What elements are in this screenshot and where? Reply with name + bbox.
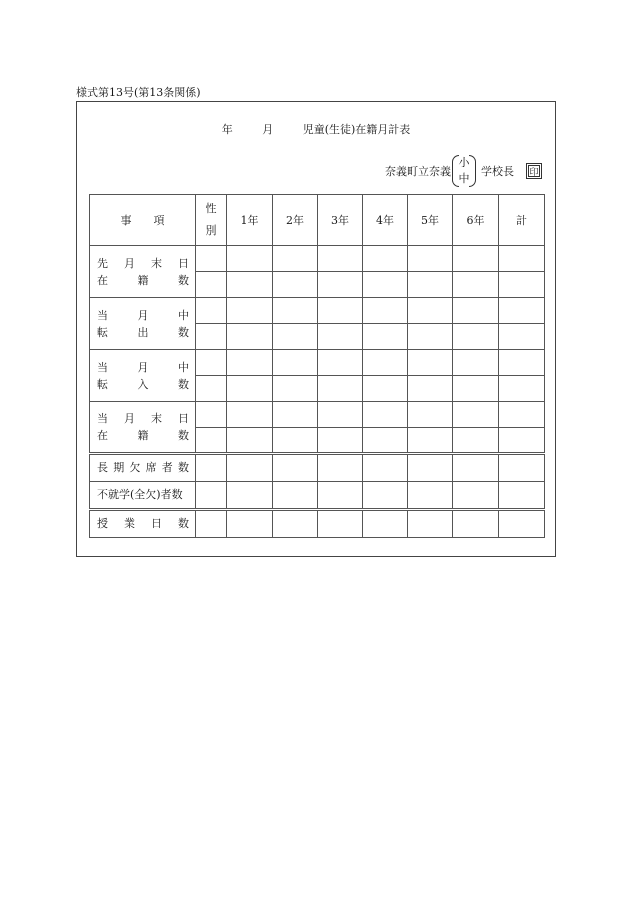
entry-cell[interactable] <box>318 298 363 324</box>
entry-cell[interactable] <box>499 454 545 482</box>
label-char: 数 <box>178 273 189 287</box>
header-sex <box>196 195 227 246</box>
document-title <box>77 121 555 137</box>
entry-cell[interactable] <box>196 510 227 538</box>
entry-cell[interactable] <box>408 350 453 376</box>
row-label <box>90 246 196 298</box>
label-char: 末 <box>151 412 162 425</box>
entry-cell[interactable] <box>363 402 408 428</box>
row-label <box>90 454 196 482</box>
entry-cell[interactable] <box>227 272 273 298</box>
entry-cell[interactable] <box>499 402 545 428</box>
row-label <box>90 510 196 538</box>
label-char: 当 <box>97 360 108 374</box>
entry-cell[interactable] <box>453 482 499 510</box>
label-char: 入 <box>137 377 149 391</box>
entry-cell[interactable] <box>499 272 545 298</box>
entry-cell[interactable] <box>227 298 273 324</box>
entry-cell[interactable] <box>273 246 318 272</box>
entry-cell[interactable] <box>453 246 499 272</box>
label-char: 日 <box>178 256 189 270</box>
label-char: 日 <box>151 517 162 530</box>
entry-cell[interactable] <box>499 298 545 324</box>
entry-cell[interactable] <box>408 428 453 454</box>
entry-cell[interactable] <box>363 428 408 454</box>
row-label-line-1 <box>90 359 195 376</box>
row-label <box>90 402 196 454</box>
table-row <box>90 402 545 428</box>
entry-cell[interactable] <box>273 454 318 482</box>
entry-cell[interactable] <box>363 298 408 324</box>
entry-cell[interactable] <box>408 376 453 402</box>
entry-cell[interactable] <box>499 510 545 538</box>
entry-cell[interactable] <box>227 428 273 454</box>
entry-cell[interactable] <box>499 428 545 454</box>
entry-cell[interactable] <box>363 246 408 272</box>
row-label-text <box>90 482 195 508</box>
label-char: 者 <box>161 461 173 474</box>
row-label-line-2 <box>90 272 195 289</box>
form-frame <box>76 101 556 557</box>
entry-cell[interactable] <box>196 428 227 454</box>
entry-cell[interactable] <box>363 376 408 402</box>
entry-cell[interactable] <box>196 482 227 510</box>
label-char: 中 <box>178 360 189 374</box>
principal-title: 学校長 <box>481 165 514 178</box>
entry-cell[interactable] <box>453 454 499 482</box>
header-sex-bottom: 別 <box>205 224 217 237</box>
entry-cell[interactable] <box>408 246 453 272</box>
row-label-line-1 <box>90 410 195 427</box>
table-row <box>90 298 545 324</box>
label-char: 月 <box>124 256 135 270</box>
entry-cell[interactable] <box>318 324 363 350</box>
entry-cell[interactable] <box>196 350 227 376</box>
entry-cell[interactable] <box>318 376 363 402</box>
entry-cell[interactable] <box>453 350 499 376</box>
entry-cell[interactable] <box>453 402 499 428</box>
entry-cell[interactable] <box>453 272 499 298</box>
entry-cell[interactable] <box>453 428 499 454</box>
entry-cell[interactable] <box>318 428 363 454</box>
entry-cell[interactable] <box>273 428 318 454</box>
entry-cell[interactable] <box>453 324 499 350</box>
header-total: 計 <box>499 195 545 246</box>
entry-cell[interactable] <box>363 454 408 482</box>
entry-cell[interactable] <box>318 482 363 510</box>
entry-cell[interactable] <box>318 350 363 376</box>
entry-cell[interactable] <box>196 246 227 272</box>
entry-cell[interactable] <box>273 324 318 350</box>
table-row <box>90 482 545 510</box>
title-month: 月 <box>262 123 274 136</box>
label-char: 在 <box>97 273 108 287</box>
entry-cell[interactable] <box>227 482 273 510</box>
entry-cell[interactable] <box>408 482 453 510</box>
header-grade-3: 3年 <box>318 195 363 246</box>
label-char: 欠 <box>129 461 141 474</box>
entry-cell[interactable] <box>227 246 273 272</box>
label-char: 業 <box>124 517 135 530</box>
entry-cell[interactable] <box>363 350 408 376</box>
label-char: 数 <box>177 461 189 474</box>
seal-stamp-icon: 印 <box>526 163 542 179</box>
entry-cell[interactable] <box>227 376 273 402</box>
entry-cell[interactable] <box>408 298 453 324</box>
label-char: 在 <box>97 429 108 442</box>
label-char: 籍 <box>137 429 149 442</box>
row-label-text <box>90 455 195 481</box>
label-char: 数 <box>178 377 189 391</box>
entry-cell[interactable] <box>318 272 363 298</box>
row-label-line-1 <box>90 255 195 272</box>
entry-cell[interactable] <box>227 350 273 376</box>
enrollment-table <box>89 194 545 538</box>
label-char: 末 <box>151 256 162 270</box>
entry-cell[interactable] <box>499 350 545 376</box>
entry-cell[interactable] <box>318 454 363 482</box>
school-type-selector <box>454 154 474 188</box>
label-char: 長 <box>97 461 108 474</box>
entry-cell[interactable] <box>318 510 363 538</box>
entry-cell[interactable] <box>273 298 318 324</box>
entry-cell[interactable] <box>196 454 227 482</box>
entry-cell[interactable] <box>196 298 227 324</box>
header-sex-top: 性 <box>205 202 217 215</box>
entry-cell[interactable] <box>227 324 273 350</box>
entry-cell[interactable] <box>499 376 545 402</box>
entry-cell[interactable] <box>273 272 318 298</box>
entry-cell[interactable] <box>196 376 227 402</box>
label-char: 籍 <box>137 273 149 287</box>
entry-cell[interactable] <box>363 482 408 510</box>
header-grade-2: 2年 <box>273 195 318 246</box>
row-label-line-2 <box>90 324 195 341</box>
entry-cell[interactable] <box>453 510 499 538</box>
entry-cell[interactable] <box>227 454 273 482</box>
signature-line <box>385 154 542 188</box>
table-row <box>90 510 545 538</box>
title-text: 児童(生徒)在籍月計表 <box>302 123 411 136</box>
label-char: 数 <box>178 429 189 442</box>
municipality-name: 奈義町立奈義 <box>385 165 451 178</box>
entry-cell[interactable] <box>499 324 545 350</box>
entry-cell[interactable] <box>273 376 318 402</box>
label-char: 中 <box>178 308 189 322</box>
entry-cell[interactable] <box>363 510 408 538</box>
entry-cell[interactable] <box>227 510 273 538</box>
header-grade-4: 4年 <box>363 195 408 246</box>
entry-cell[interactable] <box>227 402 273 428</box>
row-label <box>90 350 196 402</box>
entry-cell[interactable] <box>196 402 227 428</box>
label-char: 先 <box>97 256 108 270</box>
entry-cell[interactable] <box>273 510 318 538</box>
school-type-junior-high: 中 <box>458 172 470 185</box>
label-char: 月 <box>124 412 135 425</box>
entry-cell[interactable] <box>499 246 545 272</box>
form-caption: 様式第13号(第13条関係) <box>76 86 201 99</box>
entry-cell[interactable] <box>318 246 363 272</box>
row-label-line-2 <box>90 376 195 393</box>
row-label-line-2 <box>90 427 195 444</box>
table-row <box>90 350 545 376</box>
entry-cell[interactable] <box>408 402 453 428</box>
label-char: 当 <box>97 412 108 425</box>
entry-cell[interactable] <box>408 324 453 350</box>
header-grade-5: 5年 <box>408 195 453 246</box>
label-char: 当 <box>97 308 108 322</box>
entry-cell[interactable] <box>196 324 227 350</box>
entry-cell[interactable] <box>408 272 453 298</box>
title-year: 年 <box>221 123 233 136</box>
entry-cell[interactable] <box>273 350 318 376</box>
label-char: 期 <box>113 461 125 474</box>
row-label <box>90 298 196 350</box>
table-row <box>90 246 545 272</box>
entry-cell[interactable] <box>273 402 318 428</box>
header-grade-6: 6年 <box>453 195 499 246</box>
label-char: 数 <box>178 517 189 530</box>
label-char: 数 <box>178 325 189 339</box>
entry-cell[interactable] <box>408 454 453 482</box>
label-char: 日 <box>178 412 189 425</box>
label-char: 転 <box>97 377 108 391</box>
entry-cell[interactable] <box>196 272 227 298</box>
label-char: 月 <box>137 360 149 374</box>
school-type-elementary: 小 <box>458 156 470 169</box>
entry-cell[interactable] <box>363 324 408 350</box>
entry-cell[interactable] <box>273 482 318 510</box>
table-row <box>90 454 545 482</box>
entry-cell[interactable] <box>453 376 499 402</box>
row-label <box>90 482 196 510</box>
table-header-row <box>90 195 545 246</box>
entry-cell[interactable] <box>408 510 453 538</box>
entry-cell[interactable] <box>453 298 499 324</box>
label-char: 出 <box>137 325 149 339</box>
row-label-text <box>90 511 195 537</box>
label-char: 不就学(全欠)者数 <box>97 488 183 501</box>
entry-cell[interactable] <box>363 272 408 298</box>
label-char: 転 <box>97 325 108 339</box>
entry-cell[interactable] <box>499 482 545 510</box>
header-item: 事 項 <box>90 195 196 246</box>
label-char: 月 <box>137 308 149 322</box>
label-char: 授 <box>97 517 108 530</box>
entry-cell[interactable] <box>318 402 363 428</box>
label-char: 席 <box>145 461 157 474</box>
header-grade-1: 1年 <box>227 195 273 246</box>
row-label-line-1 <box>90 307 195 324</box>
